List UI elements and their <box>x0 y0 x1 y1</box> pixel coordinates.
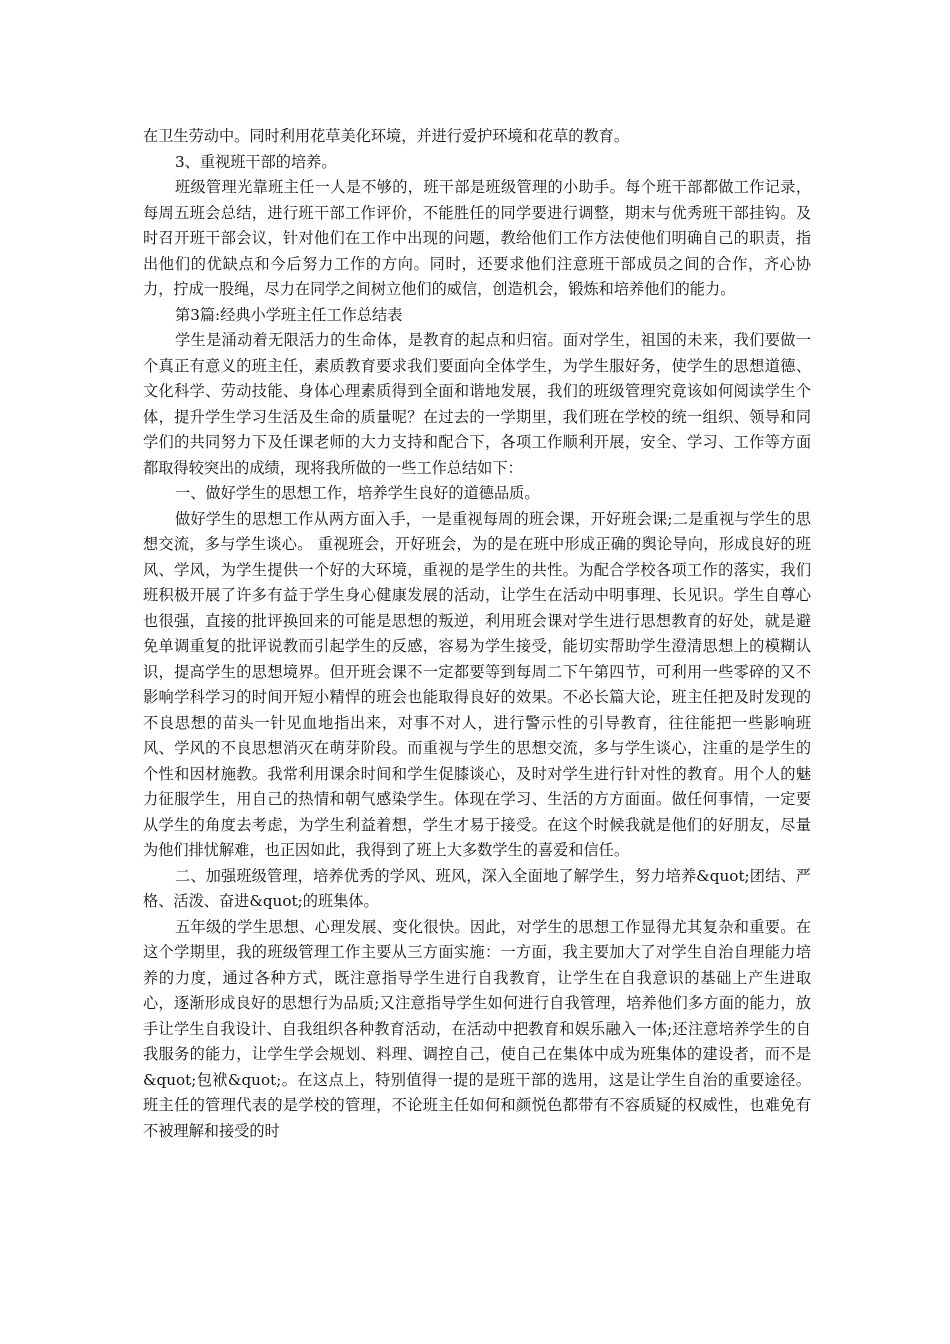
paragraph-class-cadre: 班级管理光靠班主任一人是不够的，班干部是班级管理的小助手。每个班干部都做工作记录，每周五班会总结，进行班干部工作评价，不能胜任的同学要进行调整，期末与优秀班干部挂钩。及时召开班干部会议，针对他们在工作中出现的问题，教给他们工作方法使他们明确自己的职责，指出他们的优缺点和今后努力工作的方向。同时，还要求他们注意班干部成员之间的合作，齐心协力，拧成一股绳，尽力在同学之间树立他们的威信，创造机会，锻炼和培养他们的能力。 <box>143 178 811 298</box>
section-heading-cadre-training: 3、重视班干部的培养。 <box>175 152 337 171</box>
paragraph-introduction: 学生是涌动着无限活力的生命体，是教育的起点和归宿。面对学生，祖国的未来，我们要做一个真正有意义的班主任，素质教育要求我们要面向全体学生，为学生服好务，使学生的思想道德、文化科学、劳动技能、身体心理素质得到全面和谐地发展，我们的班级管理究竟该如何阅读学生个体，提升学生学习生活及生命的质量呢？在过去的一学期里，我们班在学校的统一组织、领导和同学们的共同努力下及任课老师的大力支持和配合下，各项工作顺利开展，安全、学习、工作等方面都取得较突出的成绩，现将我所做的一些工作总结如下： <box>143 331 811 477</box>
document-body <box>143 124 811 1144</box>
paragraph-continuation: 在卫生劳动中。同时利用花草美化环境，并进行爱护环境和花草的教育。 <box>143 127 629 145</box>
section-heading-ideological-work: 一、做好学生的思想工作，培养学生良好的道德品质。 <box>175 484 540 502</box>
paragraph-ideological-work: 做好学生的思想工作从两方面入手，一是重视每周的班会课，开好班会课;二是重视与学生的思想交流，多与学生谈心。 重视班会，开好班会，为的是在班中形成正确的舆论导向，形成良好的班风、学风，为学生提供一个好的大环境，重视的是学生的共性。为配合学校各项工作的落实，我们班积极开展了许多有益于学生身心健康发展的活动，让学生在活动中明事理、长见识。学生自尊心也很强，直接的批评换回来的可能是思想的叛逆，利用班会课对学生进行思想教育的好处，就是避免单调重复的批评说教而引起学生的反感，容易为学生接受，能切实帮助学生澄清思想上的模糊认识，提高学生的思想境界。但开班会课不一定都要等到每周二下午第四节，可利用一些零碎的又不影响学科学习的时间开短小精悍的班会也能取得良好的效果。不必长篇大论，班主任把及时发现的不良思想的苗头一针见血地指出来，对事不对人，进行警示性的引导教育，往往能把一些影响班风、学风的不良思想消灭在萌芽阶段。而重视与学生的思想交流，多与学生谈心，注重的是学生的个性和因材施教。我常利用课余时间和学生促膝谈心，及时对学生进行针对性的教育。用个人的魅力征服学生，用自己的热情和朝气感染学生。体现在学习、生活的方方面面。做任何事情，一定要从学生的角度去考虑，为学生利益着想，学生才易于接受。在这个时候我就是他们的好朋友，尽量为他们排忧解难，也正因如此，我得到了班上大多数学生的喜爱和信任。 <box>143 509 811 859</box>
paragraph-class-management: 五年级的学生思想、心理发展、变化很快。因此，对学生的思想工作显得尤其复杂和重要。在这个学期里，我的班级管理工作主要从三方面实施：一方面，我主要加大了对学生自治自理能力培养的力度，通过各种方式，既注意指导学生进行自我教育，让学生在自我意识的基础上产生进取心，逐渐形成良好的思想行为品质;又注意指导学生如何进行自我管理，培养他们多方面的能力，放手让学生自我设计、自我组织各种教育活动，在活动中把教育和娱乐融入一体;还注意培养学生的自我服务的能力，让学生学会规划、料理、调控自己，使自己在集体中成为班集体的建设者，而不是&quot;包袱&quot;。在这点上，特别值得一提的是班干部的选用，这是让学生自治的重要途径。班主任的管理代表的是学校的管理，不论班主任如何和颜悦色都带有不容质疑的权威性，也难免有不被理解和接受的时 <box>143 917 811 1140</box>
article-title-part-3: 第3篇:经典小学班主任工作总结表 <box>175 305 403 324</box>
section-heading-class-management: 二、加强班级管理，培养优秀的学风、班风，深入全面地了解学生，努力培养&quot;团结、严格、活泼、奋进&quot;的班集体。 <box>143 866 811 910</box>
